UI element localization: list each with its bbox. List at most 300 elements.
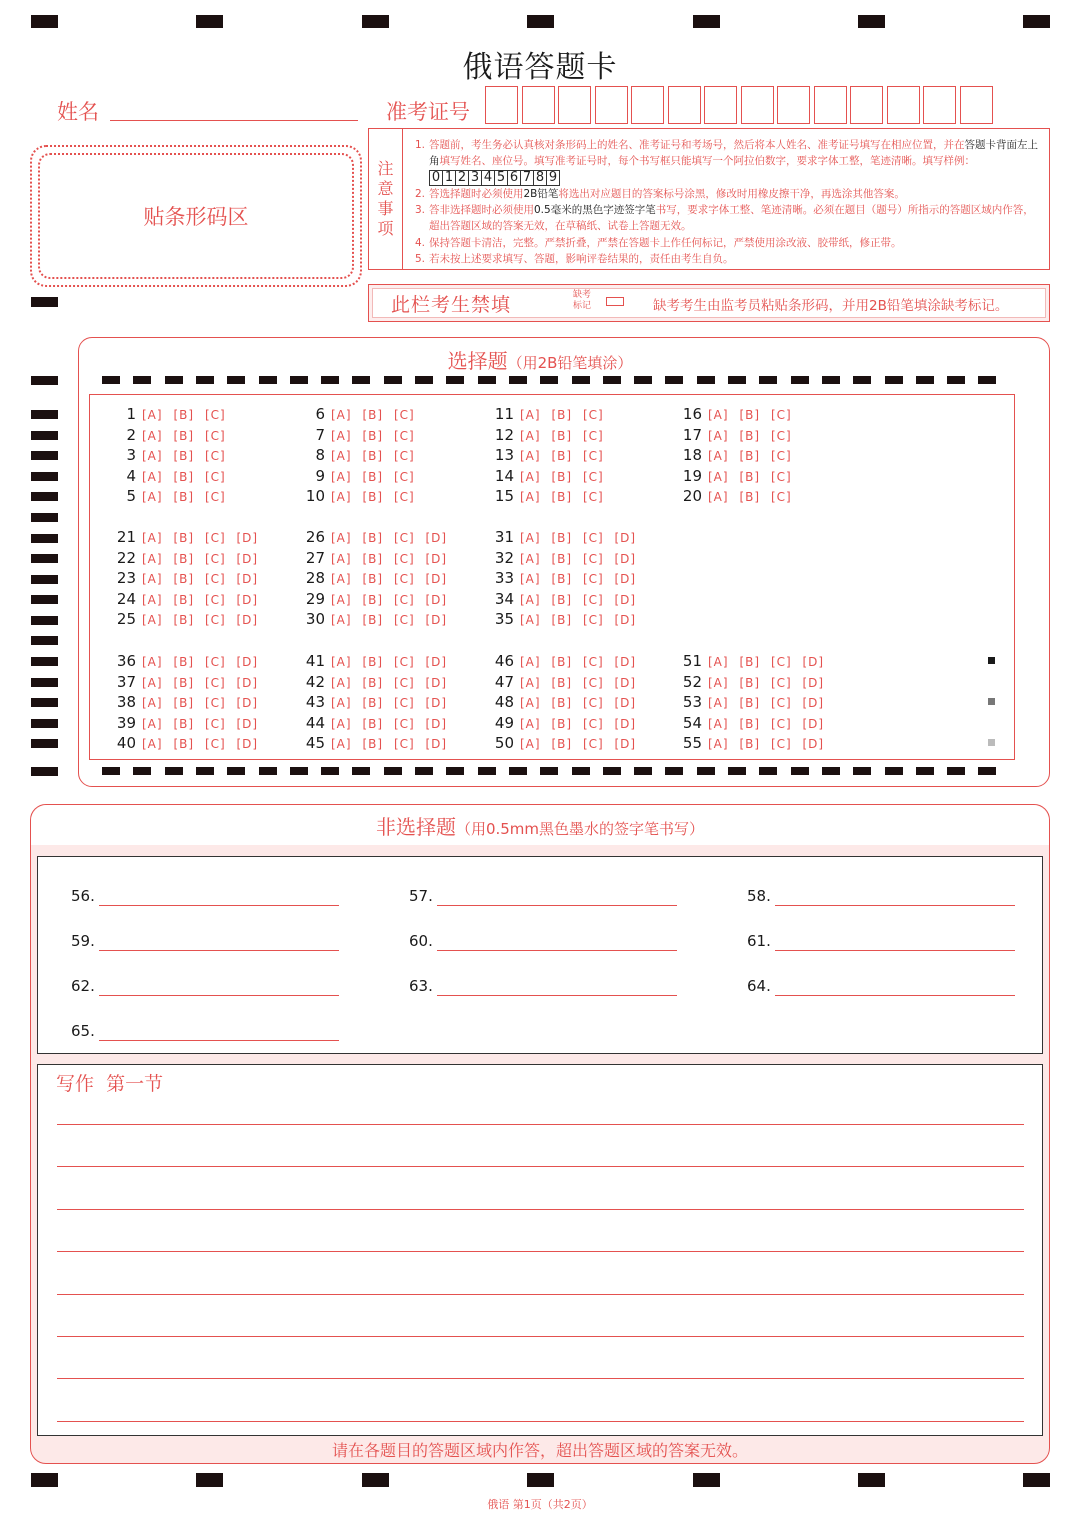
- answer-bubble[interactable]: [A]: [520, 737, 541, 752]
- notice-item: 1. 答题前，考生务必认真核对条形码上的姓名、准考证号和考场号，然后将本人姓名、准考证号填写在相应位置，并在答题卡背面左上角填写姓名、座位号。填写准考证号时，每个书写框只能填写一个阿拉伯数字，要求字体工整，笔迹清晰。填写样例： 0 1 2 3 4 5 6 7 8 9: [415, 139, 1038, 185]
- question-number: 15: [494, 487, 514, 506]
- notice-text: [415, 137, 1039, 267]
- answer-bubble[interactable]: [B]: [173, 737, 195, 752]
- answer-bubble[interactable]: [B]: [173, 572, 195, 587]
- id-digit-box[interactable]: [777, 86, 810, 124]
- answer-bubble[interactable]: [C]: [771, 449, 792, 464]
- id-digit-box[interactable]: [960, 86, 993, 124]
- answer-bubble[interactable]: [A]: [708, 490, 729, 505]
- answer-bubble[interactable]: [B]: [739, 490, 761, 505]
- answer-bubble[interactable]: [D]: [614, 716, 637, 731]
- question-row: [106, 426, 237, 444]
- answer-bubble[interactable]: [A]: [520, 428, 541, 443]
- answer-bubble[interactable]: [C]: [205, 716, 226, 731]
- answer-bubble[interactable]: [C]: [771, 655, 792, 669]
- name-label: 姓名: [57, 100, 99, 124]
- answer-bubble[interactable]: [B]: [173, 428, 195, 443]
- answer-bubble[interactable]: [C]: [583, 696, 604, 711]
- answer-bubble[interactable]: [D]: [614, 592, 637, 607]
- answer-bubble[interactable]: [B]: [551, 675, 573, 690]
- mc-title: 选择题: [447, 349, 508, 373]
- answer-bubble[interactable]: [B]: [173, 490, 195, 505]
- answer-bubble[interactable]: [C]: [394, 716, 415, 731]
- answer-bubble[interactable]: [A]: [520, 408, 541, 422]
- answer-bubble[interactable]: [A]: [331, 737, 352, 752]
- answer-bubble[interactable]: [B]: [739, 408, 761, 422]
- answer-bubble[interactable]: [B]: [362, 531, 384, 545]
- answer-bubble[interactable]: [A]: [520, 716, 541, 731]
- answer-bubble[interactable]: [C]: [583, 408, 604, 422]
- answer-bubble[interactable]: [B]: [739, 696, 761, 711]
- question-row: [672, 405, 803, 423]
- answer-bubble[interactable]: [B]: [551, 490, 573, 505]
- answer-bubble[interactable]: [C]: [205, 592, 226, 607]
- question-row: [106, 652, 268, 670]
- answer-bubble[interactable]: [A]: [142, 572, 163, 587]
- answer-bubble[interactable]: [B]: [739, 428, 761, 443]
- answer-bubble[interactable]: [B]: [362, 716, 384, 731]
- answer-bubble[interactable]: [A]: [520, 490, 541, 505]
- answer-bubble[interactable]: [A]: [142, 428, 163, 443]
- answer-bubble[interactable]: [B]: [173, 655, 195, 669]
- answer-bubble[interactable]: [C]: [583, 531, 604, 545]
- answer-bubble[interactable]: [A]: [142, 551, 163, 566]
- answer-bubble[interactable]: [C]: [771, 490, 792, 505]
- question-row: [295, 426, 426, 444]
- answer-bubble[interactable]: [A]: [142, 531, 163, 545]
- answer-bubble[interactable]: [D]: [614, 531, 637, 545]
- question-number: 9: [315, 466, 325, 485]
- answer-bubble[interactable]: [A]: [331, 449, 352, 464]
- answer-bubble[interactable]: [A]: [520, 551, 541, 566]
- mc-subtitle: （用2B铅笔填涂）: [507, 354, 633, 372]
- answer-bubble[interactable]: [A]: [331, 675, 352, 690]
- question-number: 30: [305, 610, 325, 629]
- question-row: [484, 693, 646, 711]
- answer-bubble[interactable]: [B]: [362, 469, 384, 484]
- answer-bubble[interactable]: [B]: [173, 469, 195, 484]
- answer-bubble[interactable]: [A]: [331, 408, 352, 422]
- timing-dash: [885, 376, 903, 384]
- answer-bubble[interactable]: [D]: [802, 696, 825, 711]
- answer-bubble[interactable]: [D]: [802, 737, 825, 752]
- question-number: 49: [494, 713, 514, 732]
- timing-dash: [509, 767, 527, 775]
- answer-bubble[interactable]: [C]: [583, 613, 604, 628]
- id-digit-box[interactable]: [522, 86, 555, 124]
- answer-bubble[interactable]: [C]: [771, 696, 792, 711]
- question-number: 24: [116, 589, 136, 608]
- answer-bubble[interactable]: [A]: [331, 592, 352, 607]
- answer-bubble[interactable]: [B]: [362, 490, 384, 505]
- answer-bubble[interactable]: [B]: [362, 592, 384, 607]
- answer-bubble[interactable]: [B]: [551, 613, 573, 628]
- answer-bubble[interactable]: [B]: [362, 428, 384, 443]
- page-title: 俄语答题卡: [462, 50, 618, 85]
- answer-line[interactable]: [437, 932, 677, 951]
- answer-bubble[interactable]: [A]: [708, 655, 729, 669]
- answer-bubble[interactable]: [C]: [583, 675, 604, 690]
- question-row: [672, 673, 834, 691]
- answer-bubble[interactable]: [A]: [331, 613, 352, 628]
- answer-bubble[interactable]: [C]: [394, 737, 415, 752]
- answer-line[interactable]: [437, 887, 677, 906]
- answer-bubble[interactable]: [B]: [739, 655, 761, 669]
- writing-box[interactable]: [37, 1064, 1043, 1436]
- answer-bubble[interactable]: [B]: [362, 551, 384, 566]
- question-row: [106, 467, 237, 485]
- answer-bubble[interactable]: [D]: [614, 696, 637, 711]
- answer-bubble[interactable]: [A]: [708, 737, 729, 752]
- question-row: [295, 446, 426, 464]
- answer-bubble[interactable]: [B]: [551, 592, 573, 607]
- answer-bubble[interactable]: [C]: [205, 675, 226, 690]
- answer-bubble[interactable]: [B]: [551, 531, 573, 545]
- answer-line[interactable]: [775, 977, 1015, 996]
- answer-bubble[interactable]: [B]: [173, 716, 195, 731]
- answer-bubble[interactable]: [C]: [205, 490, 226, 505]
- answer-bubble[interactable]: [D]: [236, 655, 259, 669]
- answer-bubble[interactable]: [A]: [520, 675, 541, 690]
- question-row: [672, 467, 803, 485]
- answer-bubble[interactable]: [D]: [802, 675, 825, 690]
- answer-bubble[interactable]: [C]: [394, 551, 415, 566]
- answer-bubble[interactable]: [D]: [425, 592, 448, 607]
- id-digit-box[interactable]: [741, 86, 774, 124]
- answer-bubble[interactable]: [A]: [708, 716, 729, 731]
- timing-mark: [1023, 1473, 1050, 1487]
- answer-bubble[interactable]: [B]: [173, 696, 195, 711]
- answer-bubble[interactable]: [B]: [551, 551, 573, 566]
- answer-bubble[interactable]: [A]: [708, 428, 729, 443]
- answer-bubble[interactable]: [C]: [394, 531, 415, 545]
- id-digit-box[interactable]: [485, 86, 518, 124]
- question-number: 11: [494, 405, 514, 423]
- answer-bubble[interactable]: [A]: [708, 469, 729, 484]
- question-row: [484, 590, 646, 608]
- question-number: 52: [682, 672, 702, 691]
- answer-bubble[interactable]: [B]: [551, 655, 573, 669]
- answer-bubble[interactable]: [B]: [173, 675, 195, 690]
- answer-bubble[interactable]: [C]: [205, 572, 226, 587]
- answer-line[interactable]: [437, 977, 677, 996]
- fill-blank-item: [747, 977, 1015, 996]
- answer-bubble[interactable]: [D]: [425, 613, 448, 628]
- answer-bubble[interactable]: [A]: [142, 449, 163, 464]
- answer-bubble[interactable]: [D]: [236, 696, 259, 711]
- answer-bubble[interactable]: [A]: [520, 531, 541, 545]
- answer-bubble[interactable]: [B]: [173, 592, 195, 607]
- answer-bubble[interactable]: [A]: [520, 469, 541, 484]
- answer-bubble[interactable]: [B]: [551, 449, 573, 464]
- answer-bubble[interactable]: [A]: [708, 675, 729, 690]
- answer-bubble[interactable]: [A]: [142, 696, 163, 711]
- answer-bubble[interactable]: [A]: [331, 428, 352, 443]
- answer-bubble[interactable]: [C]: [394, 490, 415, 505]
- name-field[interactable]: [110, 120, 358, 121]
- answer-bubble[interactable]: [C]: [394, 449, 415, 464]
- answer-bubble[interactable]: [C]: [394, 408, 415, 422]
- answer-bubble[interactable]: [C]: [771, 737, 792, 752]
- non-mc-title: 非选择题: [375, 815, 456, 839]
- answer-bubble[interactable]: [A]: [520, 449, 541, 464]
- answer-bubble[interactable]: [B]: [173, 449, 195, 464]
- answer-bubble[interactable]: [D]: [425, 572, 448, 587]
- answer-bubble[interactable]: [B]: [173, 531, 195, 545]
- timing-dash: [759, 376, 777, 384]
- answer-line[interactable]: [99, 977, 339, 996]
- timing-dash: [665, 376, 683, 384]
- answer-bubble[interactable]: [C]: [394, 469, 415, 484]
- answer-bubble[interactable]: [A]: [142, 716, 163, 731]
- answer-bubble[interactable]: [B]: [173, 408, 195, 422]
- id-digit-box[interactable]: [850, 86, 883, 124]
- answer-bubble[interactable]: [B]: [362, 675, 384, 690]
- answer-bubble[interactable]: [C]: [394, 428, 415, 443]
- writing-title: 写作 第一节: [56, 1073, 164, 1095]
- answer-bubble[interactable]: [D]: [802, 716, 825, 731]
- question-number: 4: [126, 466, 136, 485]
- answer-bubble[interactable]: [A]: [142, 737, 163, 752]
- id-digit-box[interactable]: [704, 86, 737, 124]
- answer-bubble[interactable]: [C]: [771, 469, 792, 484]
- answer-bubble[interactable]: [B]: [739, 469, 761, 484]
- timing-mark: [31, 410, 58, 419]
- fill-blank-item: [71, 932, 339, 951]
- answer-bubble[interactable]: [A]: [142, 490, 163, 505]
- sample-digits: [429, 170, 559, 186]
- answer-bubble[interactable]: [C]: [394, 613, 415, 628]
- question-number: 16: [682, 405, 702, 423]
- answer-bubble[interactable]: [C]: [205, 696, 226, 711]
- timing-dash: [133, 376, 151, 384]
- answer-bubble[interactable]: [C]: [394, 696, 415, 711]
- answer-bubble[interactable]: [B]: [551, 716, 573, 731]
- answer-bubble[interactable]: [D]: [614, 551, 637, 566]
- question-number: 5: [126, 487, 136, 506]
- answer-bubble[interactable]: [B]: [551, 696, 573, 711]
- answer-bubble[interactable]: [A]: [520, 592, 541, 607]
- answer-bubble[interactable]: [B]: [739, 675, 761, 690]
- question-row: [484, 426, 615, 444]
- answer-bubble[interactable]: [C]: [205, 428, 226, 443]
- answer-bubble[interactable]: [C]: [583, 551, 604, 566]
- answer-bubble[interactable]: [B]: [362, 737, 384, 752]
- answer-bubble[interactable]: [A]: [331, 572, 352, 587]
- answer-bubble[interactable]: [C]: [394, 655, 415, 669]
- question-number: 26: [305, 528, 325, 546]
- answer-bubble[interactable]: [C]: [583, 490, 604, 505]
- answer-bubble[interactable]: [B]: [739, 716, 761, 731]
- answer-bubble[interactable]: [D]: [425, 531, 448, 545]
- answer-bubble[interactable]: [D]: [236, 675, 259, 690]
- answer-bubble[interactable]: [B]: [739, 449, 761, 464]
- answer-bubble[interactable]: [D]: [425, 716, 448, 731]
- answer-line[interactable]: [775, 932, 1015, 951]
- answer-bubble[interactable]: [D]: [425, 696, 448, 711]
- non-mc-subtitle: （用0.5mm黑色墨水的签字笔书写）: [455, 820, 705, 838]
- answer-bubble[interactable]: [B]: [551, 428, 573, 443]
- id-digit-box[interactable]: [631, 86, 664, 124]
- answer-bubble[interactable]: [C]: [394, 572, 415, 587]
- id-digit-box[interactable]: [814, 86, 847, 124]
- timing-dash: [728, 376, 746, 384]
- answer-bubble[interactable]: [A]: [142, 408, 163, 422]
- timing-dash: [415, 376, 433, 384]
- answer-bubble[interactable]: [D]: [614, 613, 637, 628]
- answer-bubble[interactable]: [C]: [583, 469, 604, 484]
- timing-dash: [822, 376, 840, 384]
- absent-label: 缺考 标记: [573, 290, 592, 311]
- answer-bubble[interactable]: [D]: [614, 572, 637, 587]
- answer-bubble[interactable]: [C]: [583, 737, 604, 752]
- answer-bubble[interactable]: [D]: [236, 716, 259, 731]
- answer-bubble[interactable]: [B]: [362, 655, 384, 669]
- question-row: [484, 549, 646, 567]
- answer-bubble[interactable]: [A]: [708, 696, 729, 711]
- answer-bubble[interactable]: [B]: [173, 613, 195, 628]
- question-row: [106, 610, 268, 628]
- answer-bubble[interactable]: [C]: [583, 572, 604, 587]
- answer-bubble[interactable]: [A]: [142, 675, 163, 690]
- answer-bubble[interactable]: [D]: [236, 613, 259, 628]
- question-number: 53: [682, 693, 702, 712]
- answer-bubble[interactable]: [B]: [362, 449, 384, 464]
- id-digit-box[interactable]: [923, 86, 956, 124]
- answer-bubble[interactable]: [D]: [802, 655, 825, 669]
- answer-bubble[interactable]: [B]: [173, 551, 195, 566]
- answer-bubble[interactable]: [D]: [236, 531, 259, 545]
- answer-bubble[interactable]: [D]: [614, 655, 637, 669]
- answer-bubble[interactable]: [B]: [739, 737, 761, 752]
- answer-bubble[interactable]: [A]: [331, 490, 352, 505]
- answer-bubble[interactable]: [C]: [205, 551, 226, 566]
- answer-bubble[interactable]: [D]: [425, 551, 448, 566]
- id-digit-box[interactable]: [668, 86, 701, 124]
- answer-bubble[interactable]: [B]: [362, 613, 384, 628]
- answer-bubble[interactable]: [C]: [583, 655, 604, 669]
- answer-bubble[interactable]: [A]: [708, 449, 729, 464]
- timing-dash: [634, 376, 652, 384]
- answer-bubble[interactable]: [A]: [520, 655, 541, 669]
- answer-bubble[interactable]: [C]: [771, 408, 792, 422]
- answer-line[interactable]: [99, 887, 339, 906]
- answer-bubble[interactable]: [C]: [771, 428, 792, 443]
- sample-digit: 9: [546, 170, 560, 186]
- answer-bubble[interactable]: [B]: [551, 572, 573, 587]
- answer-bubble[interactable]: [D]: [614, 675, 637, 690]
- answer-bubble[interactable]: [C]: [205, 737, 226, 752]
- answer-bubble[interactable]: [A]: [520, 572, 541, 587]
- answer-bubble[interactable]: [D]: [236, 592, 259, 607]
- answer-bubble[interactable]: [C]: [771, 716, 792, 731]
- answer-bubble[interactable]: [B]: [362, 408, 384, 422]
- answer-bubble[interactable]: [C]: [205, 655, 226, 669]
- blank-number: 57.: [409, 887, 433, 905]
- answer-bubble[interactable]: [A]: [331, 696, 352, 711]
- id-digit-box[interactable]: [558, 86, 591, 124]
- answer-bubble[interactable]: [C]: [583, 592, 604, 607]
- timing-mark: [31, 472, 58, 481]
- answer-bubble[interactable]: [D]: [425, 655, 448, 669]
- answer-bubble[interactable]: [A]: [331, 655, 352, 669]
- answer-bubble[interactable]: [B]: [551, 737, 573, 752]
- answer-bubble[interactable]: [D]: [236, 737, 259, 752]
- answer-bubble[interactable]: [A]: [331, 551, 352, 566]
- blank-number: 58.: [747, 887, 771, 905]
- writing-line: [57, 1209, 1024, 1210]
- answer-line[interactable]: [775, 887, 1015, 906]
- answer-bubble[interactable]: [C]: [205, 408, 226, 422]
- answer-line[interactable]: [99, 932, 339, 951]
- answer-bubble[interactable]: [A]: [708, 408, 729, 422]
- answer-bubble[interactable]: [A]: [142, 592, 163, 607]
- question-row: [295, 467, 426, 485]
- answer-bubble[interactable]: [D]: [425, 737, 448, 752]
- answer-bubble[interactable]: [B]: [551, 408, 573, 422]
- answer-bubble[interactable]: [C]: [205, 469, 226, 484]
- answer-bubble[interactable]: [A]: [520, 613, 541, 628]
- answer-bubble[interactable]: [B]: [362, 572, 384, 587]
- id-digit-box[interactable]: [595, 86, 628, 124]
- timing-dash: [259, 376, 277, 384]
- answer-bubble[interactable]: [D]: [425, 675, 448, 690]
- answer-bubble[interactable]: [C]: [205, 449, 226, 464]
- question-row: [106, 714, 268, 732]
- answer-bubble[interactable]: [D]: [614, 737, 637, 752]
- answer-bubble[interactable]: [A]: [331, 469, 352, 484]
- answer-line[interactable]: [99, 1022, 339, 1041]
- answer-bubble[interactable]: [B]: [362, 696, 384, 711]
- answer-bubble[interactable]: [C]: [771, 675, 792, 690]
- question-row: [106, 693, 268, 711]
- answer-bubble[interactable]: [A]: [142, 469, 163, 484]
- answer-bubble[interactable]: [D]: [236, 572, 259, 587]
- timing-mark: [31, 297, 58, 307]
- id-digit-box[interactable]: [887, 86, 920, 124]
- timing-mark: [31, 1473, 58, 1487]
- answer-bubble[interactable]: [D]: [236, 551, 259, 566]
- absent-checkbox[interactable]: [606, 297, 624, 306]
- timing-dash: [947, 767, 965, 775]
- timing-dash: [665, 767, 683, 775]
- answer-bubble[interactable]: [C]: [394, 592, 415, 607]
- answer-bubble[interactable]: [C]: [394, 675, 415, 690]
- answer-bubble[interactable]: [A]: [142, 655, 163, 669]
- question-number: 32: [494, 548, 514, 567]
- timing-mark: [31, 616, 58, 625]
- timing-mark: [31, 678, 58, 687]
- answer-bubble[interactable]: [C]: [583, 428, 604, 443]
- answer-bubble[interactable]: [A]: [331, 716, 352, 731]
- question-row: [295, 549, 457, 567]
- question-row: [672, 652, 834, 670]
- answer-bubble[interactable]: [A]: [142, 613, 163, 628]
- answer-bubble[interactable]: [C]: [583, 449, 604, 464]
- timing-dash: [290, 376, 308, 384]
- answer-bubble[interactable]: [A]: [331, 531, 352, 545]
- answer-bubble[interactable]: [C]: [583, 716, 604, 731]
- answer-bubble[interactable]: [C]: [205, 531, 226, 545]
- timing-dash: [446, 767, 464, 775]
- question-number: 1: [126, 405, 136, 423]
- question-row: [106, 569, 268, 587]
- answer-bubble[interactable]: [B]: [551, 469, 573, 484]
- blank-number: 63.: [409, 977, 433, 995]
- answer-bubble[interactable]: [A]: [520, 696, 541, 711]
- barcode-area: [30, 145, 362, 287]
- answer-bubble[interactable]: [C]: [205, 613, 226, 628]
